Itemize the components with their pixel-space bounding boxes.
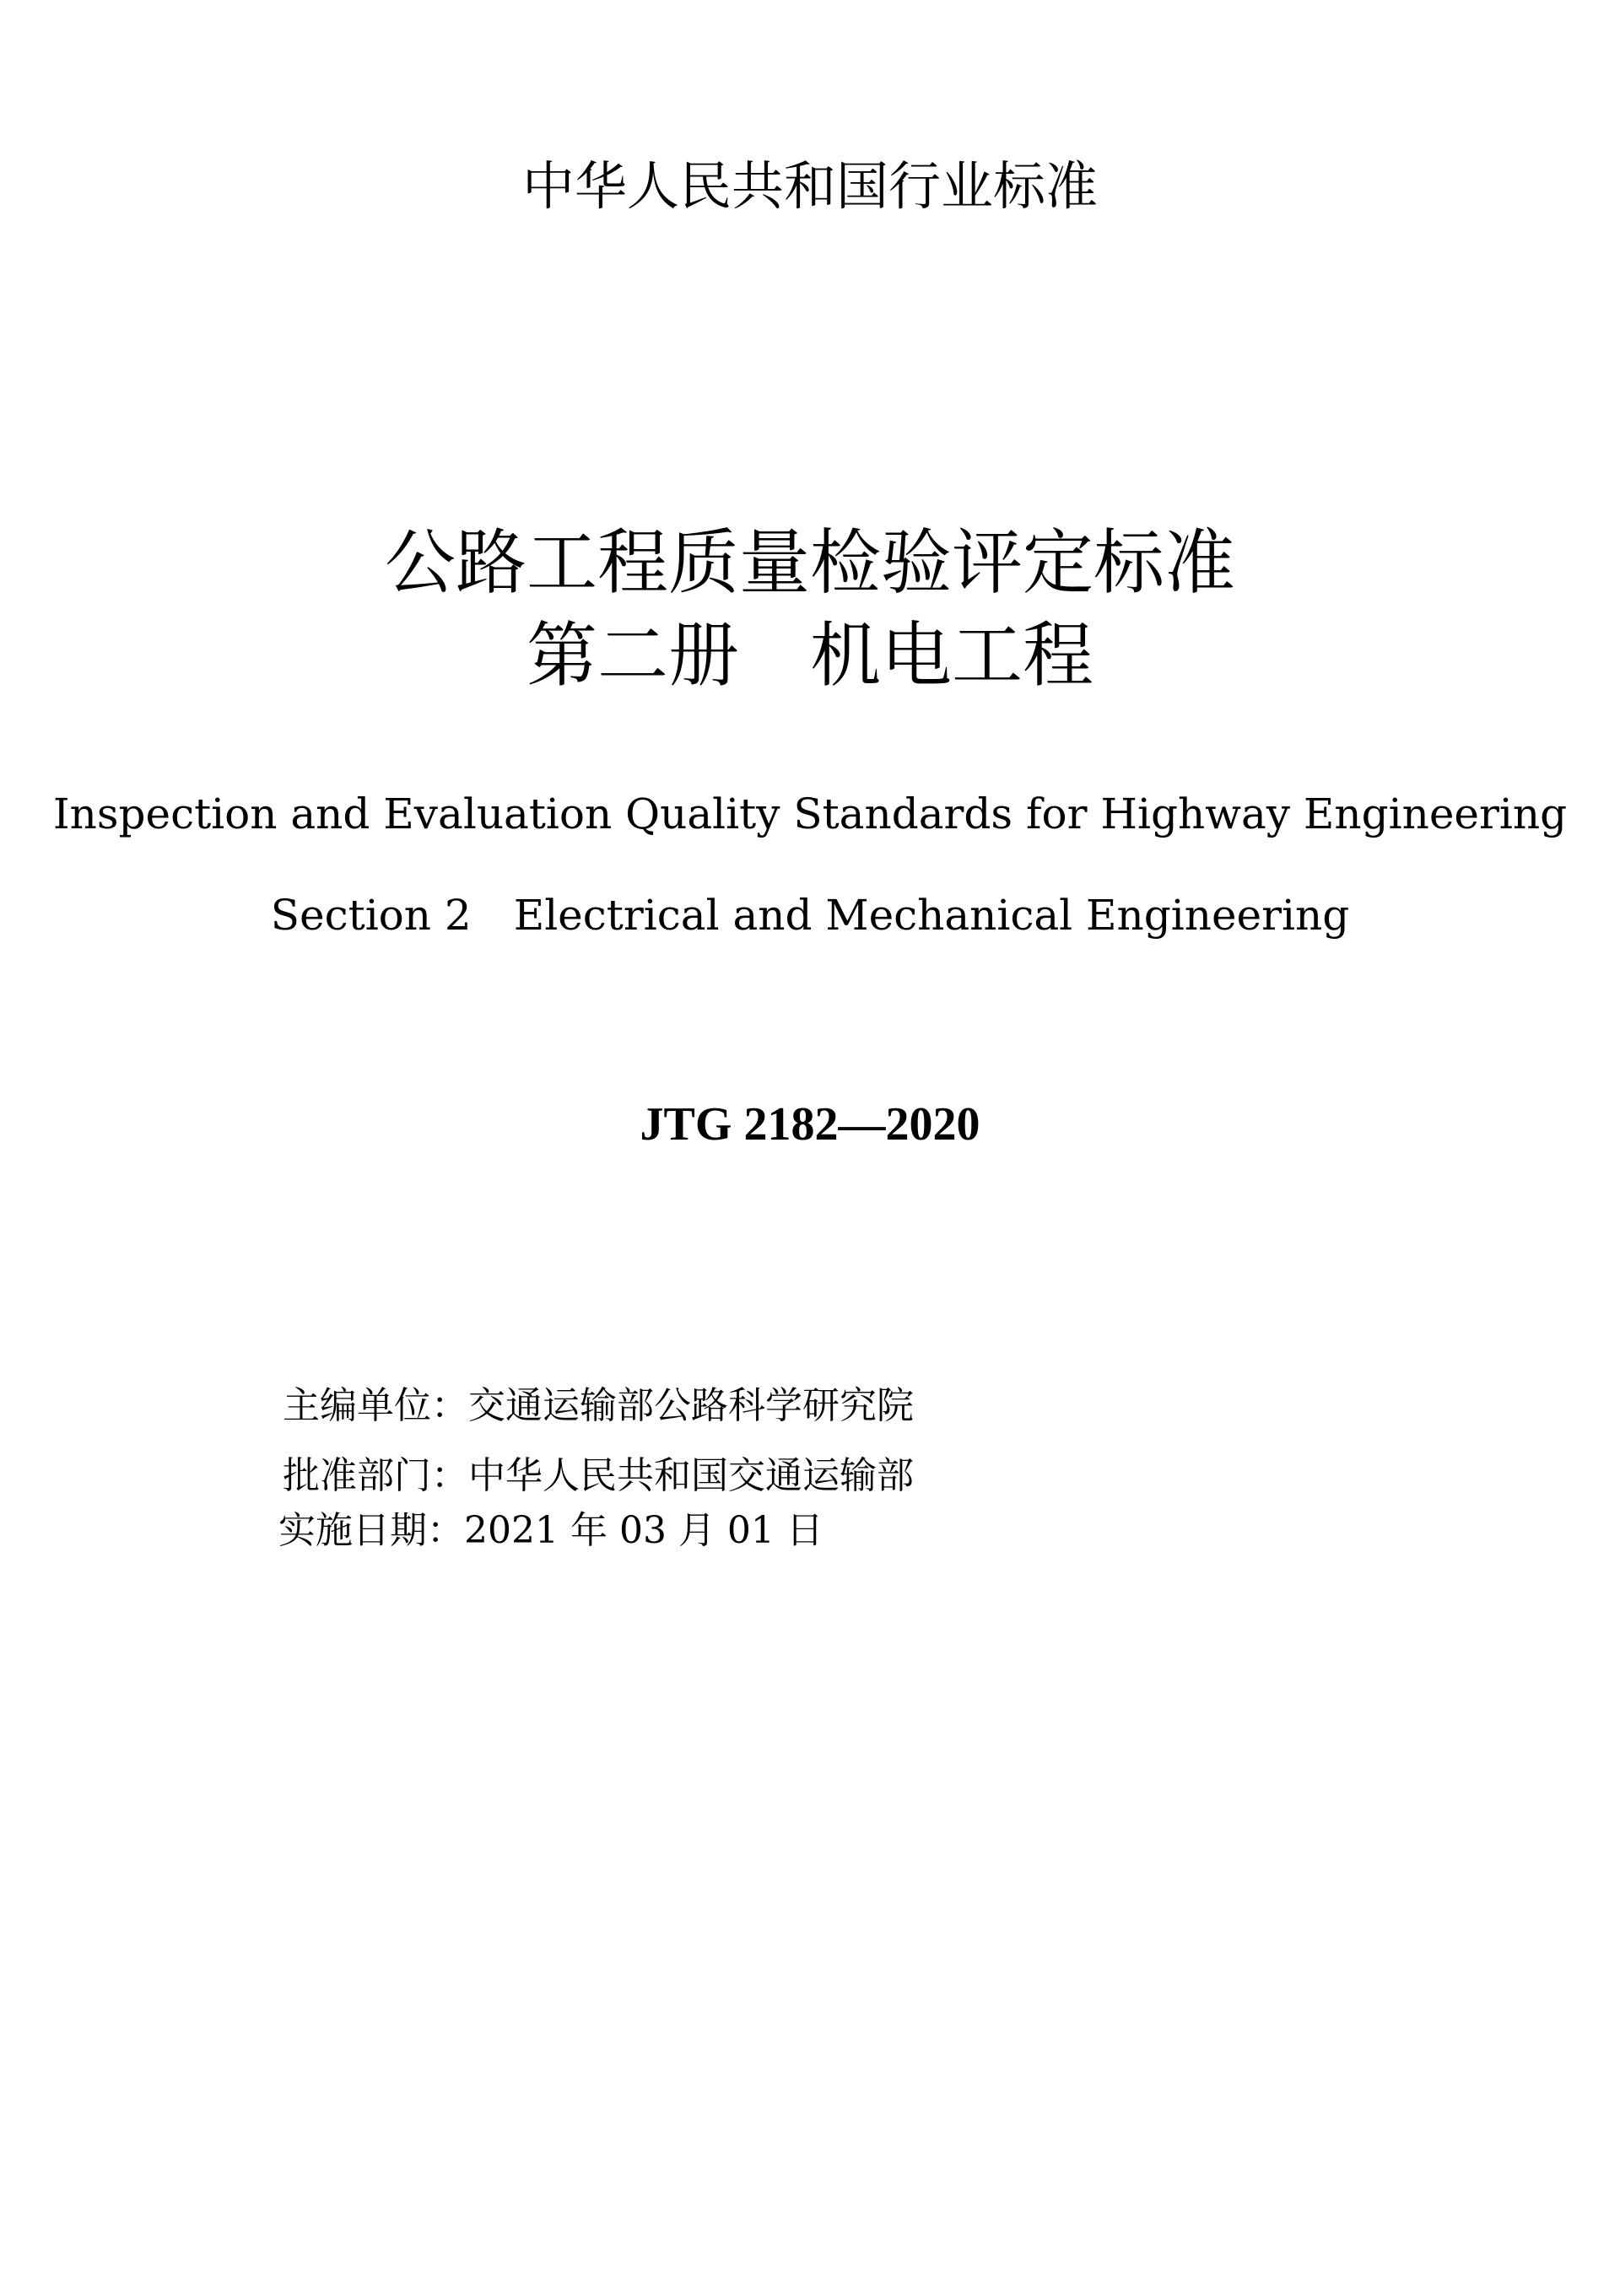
chief-editor-unit: 主编单位：交通运输部公路科学研究院 <box>283 1384 914 1427</box>
document-subtitle-en: Section 2 Electrical and Mechanical Engineering <box>270 891 1350 940</box>
industry-standard-heading: 中华人民共和国行业标准 <box>521 155 1098 217</box>
document-subtitle-cn: 第二册 机电工程 <box>526 614 1094 697</box>
document-title-en: Inspection and Evaluation Quality Standards for Highway Engineering <box>52 790 1568 838</box>
effective-date: 实施日期：2021 年 03 月 01 日 <box>278 1509 824 1552</box>
approving-department: 批准部门：中华人民共和国交通运输部 <box>283 1454 914 1497</box>
standard-code: JTG 2182—2020 <box>640 1098 980 1151</box>
document-title-cn: 公路工程质量检验评定标准 <box>384 521 1235 604</box>
